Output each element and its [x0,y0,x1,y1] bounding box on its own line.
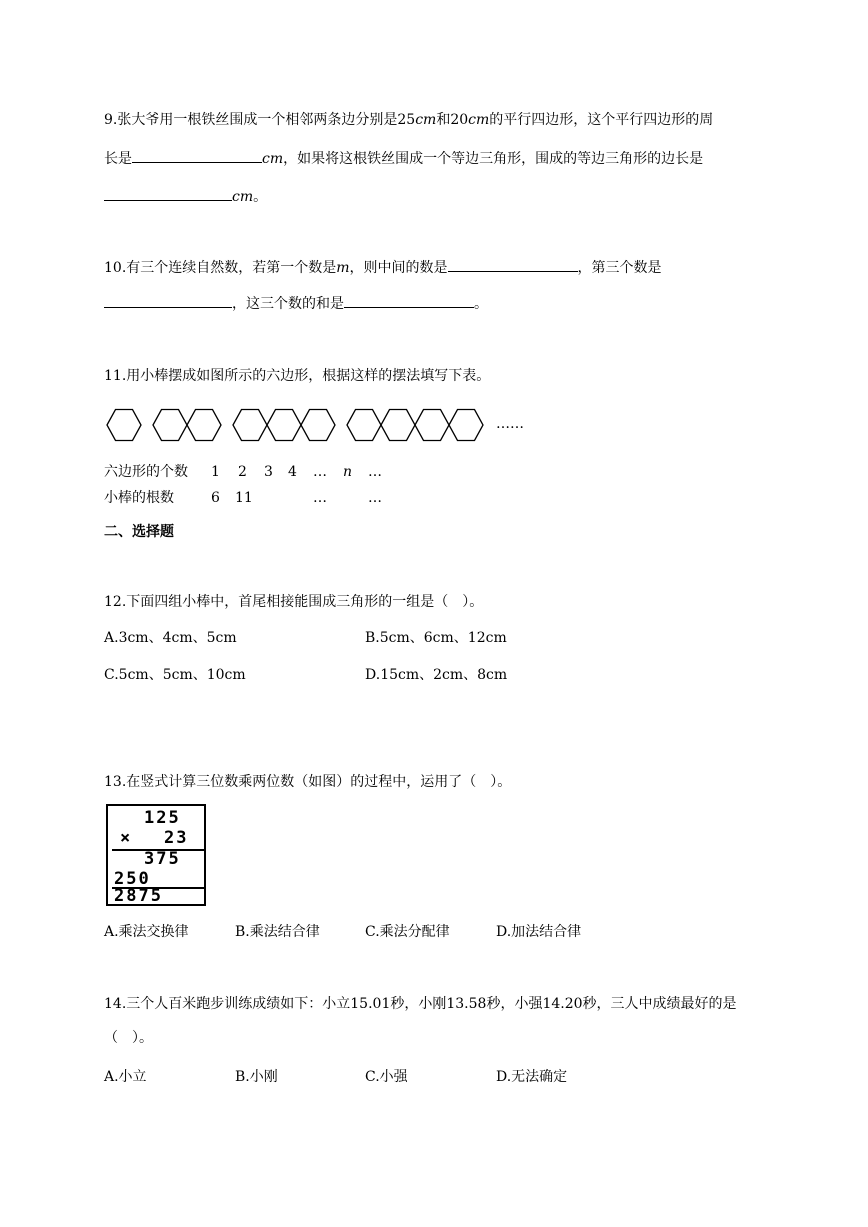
table-row-label-sticks: 小棒的根数 [104,490,174,506]
q14-value-3: 14.20 [542,996,583,1012]
q9-text-mid: 和 [436,112,451,128]
option-value: 3cm、4cm、5cm [118,630,237,646]
option-value: 15cm、2cm、8cm [380,667,508,683]
hexagon-figure [100,402,540,448]
option-letter: C. [104,667,119,683]
q9-unit-4: cm [232,189,254,205]
q9-line-1 [104,110,713,130]
calc-times-sign: × [120,828,133,848]
q13-option-d[interactable]: D.加法结合律 [496,924,582,940]
q9-value-1: 25 [397,112,416,128]
vertical-multiplication [106,804,206,906]
table-cell: … [368,464,382,480]
table-cell: 3 [264,464,273,480]
hexagon-shape-group-2 [153,410,187,441]
q14-value-1: 15.01 [350,996,391,1012]
q14-option-a[interactable]: A.小立 [104,1069,147,1085]
q14-text-a: 14.三个人百米跑步训练成绩如下：小立 [104,996,351,1012]
q14-text-c: 秒，小强 [486,996,543,1012]
q9-answer-blank-2[interactable] [104,186,232,201]
hexagon-shape-group-3 [233,410,267,441]
q9-end: 。 [253,189,268,205]
q10-line-1 [104,257,662,278]
q10-variable: m [336,260,350,276]
q14-option-d[interactable]: D.无法确定 [496,1069,568,1085]
q13-option-b[interactable]: B.乘法结合律 [235,924,320,940]
calc-row-4: 250 [114,869,151,889]
option-letter: B. [365,630,380,646]
hexagon-shape-group-3 [267,410,301,441]
calc-row-3: 375 [144,849,181,869]
q12-text: 12.下面四组小棒中，首尾相接能围成三角形的一组是（ ）。 [104,594,484,610]
calc-row-2: 23 [164,828,189,848]
q10-answer-blank-1[interactable] [448,257,578,272]
calc-row-1: 125 [144,808,181,828]
q11-text: 11.用小棒摆成如图所示的六边形，根据这样的摆法填写下表。 [104,368,491,384]
q9-text-a: 9.张大爷用一根铁丝围成一个相邻两条边分别是 [104,112,398,128]
q9-line-2 [104,148,703,169]
hexagon-shape-group-4 [347,410,381,441]
q12-option-b[interactable] [365,628,507,648]
table-cell: 11 [235,490,253,506]
q12-option-a[interactable] [104,628,237,648]
q9-text-d: ，如果将这根铁丝围成一个等边三角形，围成的等边三角形的边长是 [283,151,704,167]
q14-option-b[interactable]: B.小刚 [235,1069,278,1085]
table-cell: 4 [288,464,297,480]
table-cell: … [368,490,382,506]
table-cell: … [313,490,327,506]
hexagon-shape-group-2 [187,410,221,441]
table-cell: n [343,464,353,480]
table-cell: 6 [211,490,220,506]
table-cell: 1 [211,464,220,480]
q13-option-c[interactable]: C.乘法分配律 [365,924,450,940]
q10-line-2 [104,293,488,314]
table-cell: 2 [238,464,247,480]
hexagon-shape-group-4 [449,410,483,441]
q10-text-a: 10.有三个连续自然数，若第一个数是 [104,260,337,276]
hexagon-shape-group-3 [301,410,335,441]
section-heading: 二、选择题 [104,524,174,540]
q10-text-d: ，这三个数的和是 [232,296,344,312]
hexagon-shape-group-1 [107,410,141,441]
calc-row-5: 2875 [114,886,163,906]
q9-unit-2: cm [468,112,490,128]
q9-unit-1: cm [415,112,437,128]
option-value: 5cm、6cm、12cm [379,630,507,646]
q9-value-2: 20 [450,112,469,128]
q10-text-c: ，第三个数是 [577,260,662,276]
q14-text-d: 秒，三人中成绩最好的是 [582,996,737,1012]
q10-answer-blank-2[interactable] [104,293,232,308]
q9-text-b: 的平行四边形，这个平行四边形的周 [489,112,714,128]
q9-text-c: 长是 [104,151,132,167]
q9-unit-3: cm [262,151,284,167]
q14-line-1 [104,994,737,1014]
q13-option-a[interactable]: A.乘法交换律 [104,924,189,940]
q9-line-3 [104,186,267,207]
q14-line-2: （ ）。 [104,1030,153,1046]
table-cell: … [313,464,327,480]
hexagon-shape-group-4 [415,410,449,441]
q9-answer-blank-1[interactable] [132,148,262,163]
table-row-label-hexagons: 六边形的个数 [104,464,188,480]
option-value: 5cm、5cm、10cm [118,667,246,683]
option-letter: A. [104,630,119,646]
q12-option-c[interactable] [104,665,246,685]
q10-text-b: ，则中间的数是 [349,260,448,276]
q14-option-c[interactable]: C.小强 [365,1069,408,1085]
option-letter: D. [365,667,381,683]
figure-ellipsis: …… [496,416,524,432]
q10-end: 。 [474,296,488,312]
q14-value-2: 13.58 [446,996,487,1012]
q14-text-b: 秒，小刚 [390,996,447,1012]
q13-text: 13.在竖式计算三位数乘两位数（如图）的过程中，运用了（ ）。 [104,774,512,790]
q10-answer-blank-3[interactable] [344,293,474,308]
q12-option-d[interactable] [365,665,507,685]
hexagon-shape-group-4 [381,410,415,441]
